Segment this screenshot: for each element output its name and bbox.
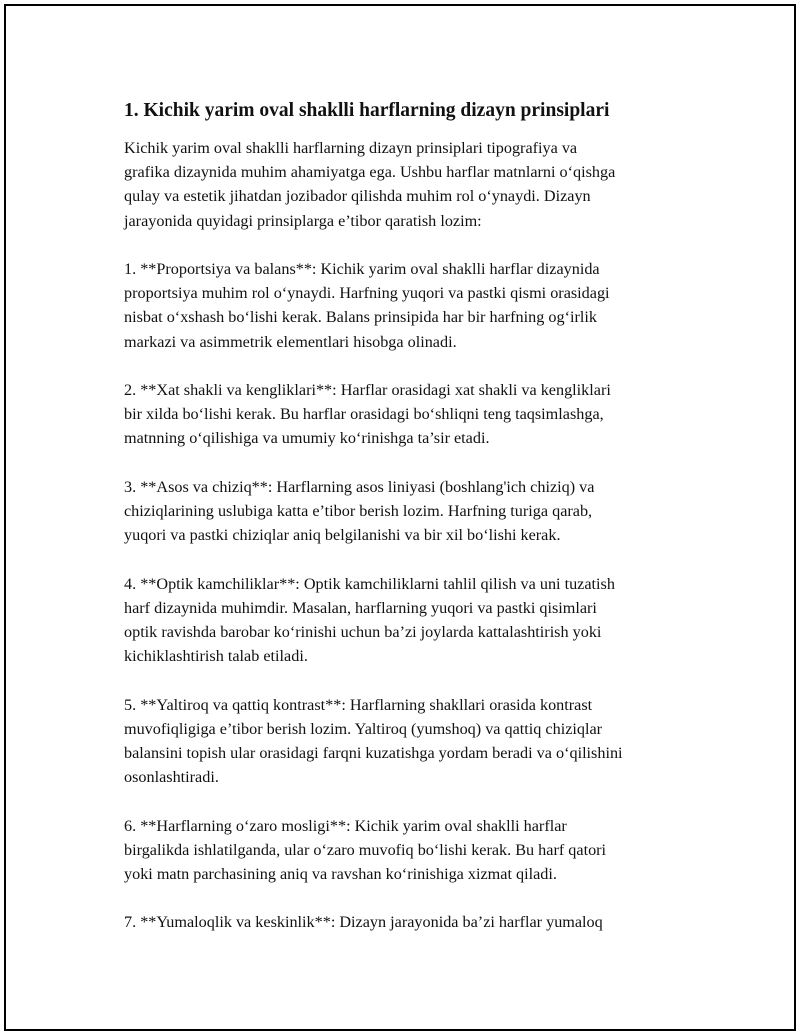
text-line: markazi va asimmetrik elementlari hisobga olinadi. <box>124 332 457 351</box>
text-line: proportsiya muhim rol o‘ynaydi. Harfning yuqori va pastki qismi orasidagi <box>124 284 610 303</box>
text-line: matnning o‘qilishiga va umumiy ko‘rinishga ta’sir etadi. <box>124 429 490 448</box>
text-line: 5. **Yaltiroq va qattiq kontrast**: Harflarning shakllari orasida kontrast <box>124 695 593 714</box>
text-line: grafika dizaynida muhim ahamiyatga ega. Ushbu harflar matnlarni o‘qishga <box>124 163 616 182</box>
text-line: Kichik yarim oval shaklli harflarning dizayn prinsiplari tipografiya va <box>124 139 578 157</box>
text-line: 2. **Xat shakli va kengliklari**: Harflar orasidagi xat shakli va kengliklari <box>124 381 611 399</box>
text-line: optik ravishda barobar ko‘rinishi uchun ba’zi joylarda kattalashtirish yoki <box>124 623 602 641</box>
principle-6-paragraph <box>124 814 704 887</box>
principle-7-paragraph <box>124 910 704 934</box>
text-line: balansini topish ular orasidagi farqni kuzatishga yordam beradi va o‘qilishini <box>124 744 623 762</box>
text-line: chiziqlarining uslubiga katta e’tibor berish lozim. Harfning turiga qarab, <box>124 502 593 520</box>
text-line: birgalikda ishlatilganda, ular o‘zaro muvofiq bo‘lishi kerak. Bu harf qatori <box>124 840 607 859</box>
page-frame <box>4 4 796 1031</box>
text-line: osonlashtiradi. <box>124 768 219 787</box>
principle-5-paragraph <box>124 693 704 790</box>
intro-paragraph <box>124 136 704 233</box>
document-body <box>124 98 704 959</box>
text-line: bir xilda bo‘lishi kerak. Bu harflar orasidagi bo‘shliqni teng taqsimlashga, <box>124 405 604 424</box>
text-line: kichiklashtirish talab etiladi. <box>124 647 308 666</box>
text-line: qulay va estetik jihatdan jozibador qilishda muhim rol o‘ynaydi. Dizayn <box>124 187 591 206</box>
principle-2-paragraph <box>124 378 704 451</box>
text-line: muvofiqligiga e’tibor berish lozim. Yaltiroq (yumshoq) va qattiq chiziqlar <box>124 719 603 738</box>
text-line: yoki matn parchasining aniq va ravshan ko‘rinishiga xizmat qiladi. <box>124 865 557 883</box>
principle-3-paragraph <box>124 475 704 548</box>
text-line: 6. **Harflarning o‘zaro mosligi**: Kichik yarim oval shaklli harflar <box>124 816 567 835</box>
document-title: 1. Kichik yarim oval shaklli harflarning dizayn prinsiplari <box>124 100 610 121</box>
principle-1-paragraph <box>124 257 704 354</box>
text-line: harf dizaynida muhimdir. Masalan, harflarning yuqori va pastki qisimlari <box>124 598 597 617</box>
text-line: jarayonida quyidagi prinsiplarga e’tibor qaratish lozim: <box>124 211 482 230</box>
text-line: yuqori va pastki chiziqlar aniq belgilanishi va bir xil bo‘lishi kerak. <box>124 526 561 545</box>
principle-4-paragraph <box>124 572 704 669</box>
text-line: 1. **Proportsiya va balans**: Kichik yarim oval shaklli harflar dizaynida <box>124 260 600 278</box>
text-line: 4. **Optik kamchiliklar**: Optik kamchiliklarni tahlil qilish va uni tuzatish <box>124 574 615 593</box>
text-line: 3. **Asos va chiziq**: Harflarning asos liniyasi (boshlang'ich chiziq) va <box>124 477 595 496</box>
text-line: 7. **Yumaloqlik va keskinlik**: Dizayn jarayonida ba’zi harflar yumaloq <box>124 913 603 932</box>
text-line: nisbat o‘xshash bo‘lishi kerak. Balans prinsipida har bir harfning og‘irlik <box>124 308 597 327</box>
